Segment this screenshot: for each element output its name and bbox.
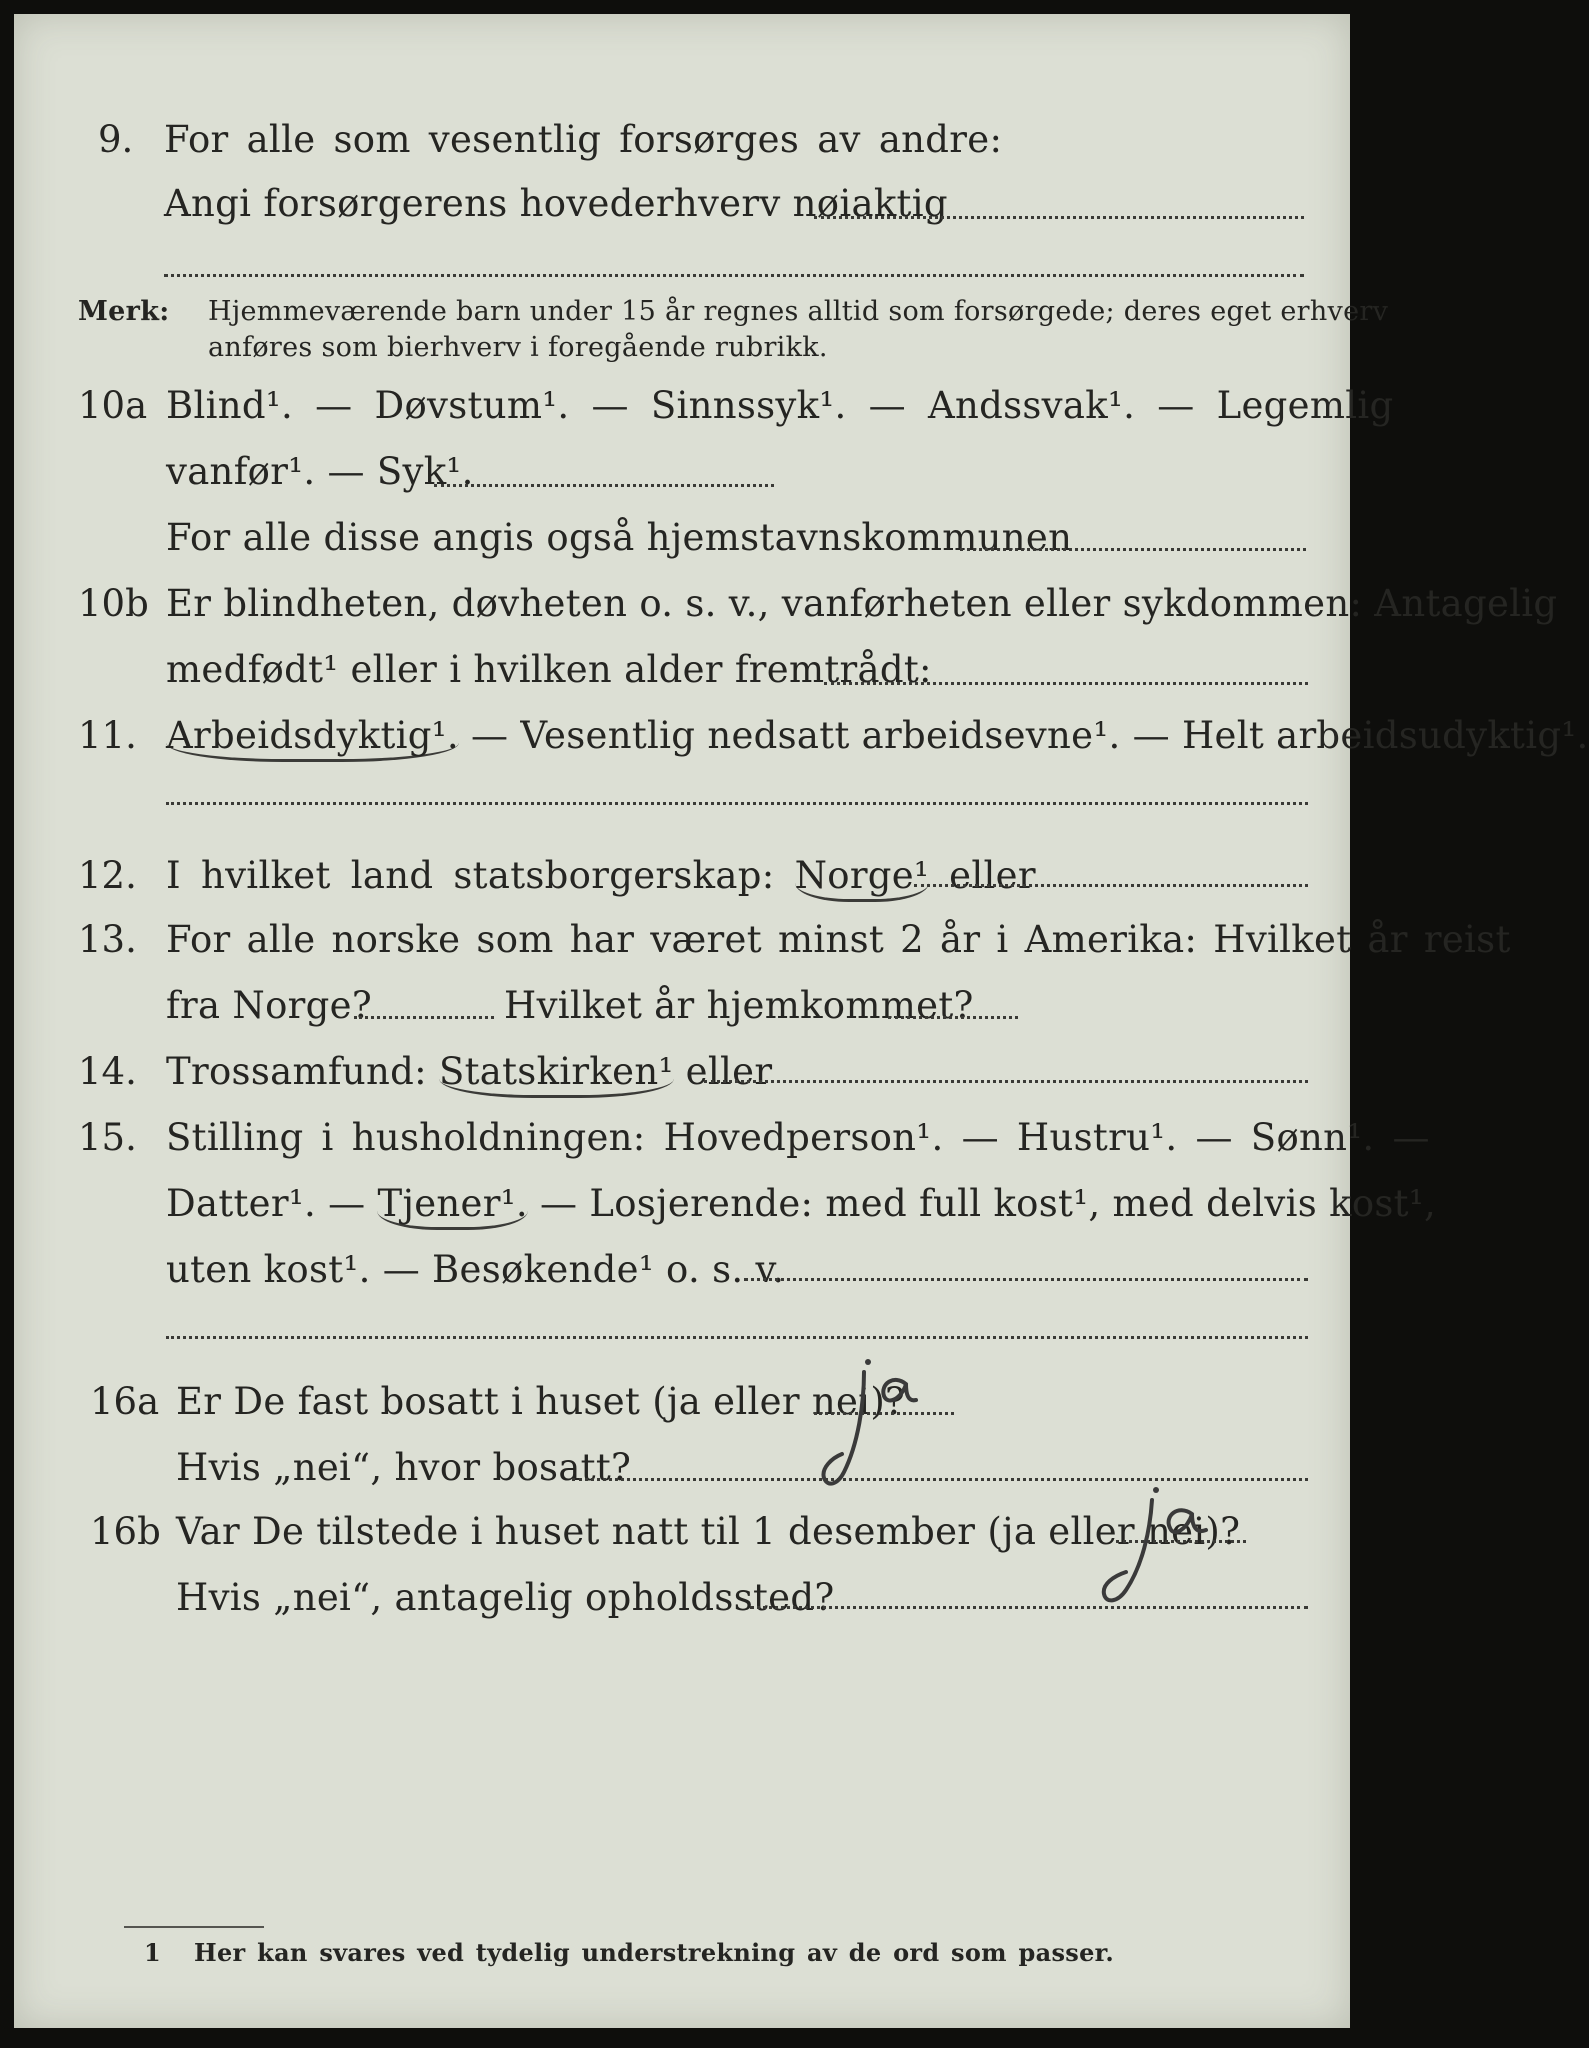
q15-answer-line: [744, 1278, 1308, 1281]
q14-text: [166, 1050, 772, 1093]
q15-selected-tjener: Tjener¹.: [377, 1182, 527, 1230]
q16b-line1: Var De tilstede i huset natt til 1 desember (ja eller nei)?: [176, 1510, 1241, 1553]
merk-line2: anføres som bierhverv i foregående rubrikk.: [208, 332, 828, 363]
footnote-text: Her kan svares ved tydelig understrekning av de ord som passer.: [194, 1938, 1115, 1967]
q14-question: Trossamfund:: [166, 1050, 439, 1093]
q13-number: 13.: [78, 918, 137, 961]
q16a-bosatt-line: [572, 1478, 1308, 1481]
q11-selected-arbeidsdyktig: Arbeidsdyktig¹.: [166, 714, 459, 762]
q15-losjerende: — Losjerende: med full kost¹, med delvis kost¹,: [527, 1182, 1437, 1225]
q16a-handwritten-answer: [794, 1339, 944, 1494]
merk-line1: Hjemmeværende barn under 15 år regnes alltid som forsørgede; deres eget erhverv: [208, 296, 1389, 327]
q16b-answer-text: ja: [1074, 1469, 1089, 1488]
q10b-number: 10b: [78, 582, 149, 625]
q15-line1: Stilling i husholdningen: Hovedperson¹. — Hustru¹. — Sønn¹. —: [166, 1116, 1430, 1159]
q13-reist-label: fra Norge?: [166, 984, 372, 1027]
q13-hjemkommet-label: Hvilket år hjemkommet?: [504, 984, 974, 1027]
q12-selected-norge: Norge¹: [795, 854, 930, 902]
q15-line3: uten kost¹. — Besøkende¹ o. s. v.: [166, 1248, 785, 1291]
q10a-line2: vanfør¹. — Syk¹.: [166, 450, 474, 493]
q10a-line3: For alle disse angis også hjemstavnskommunen: [166, 516, 1073, 559]
q13-reist-line: [354, 1016, 494, 1019]
footnote-rule: [124, 1926, 264, 1928]
q10a-number: 10a: [78, 384, 148, 427]
q14-selected-statskirken: Statskirken¹: [439, 1050, 674, 1098]
q15-answer-line-2: [166, 1336, 1308, 1339]
q16b-line2: Hvis „nei“, antagelig opholdssted?: [176, 1576, 835, 1619]
q15-number: 15.: [78, 1116, 137, 1159]
q15-datter: Datter¹. —: [166, 1182, 378, 1225]
q11-rest: — Vesentlig nedsatt arbeidsevne¹. — Helt arbeidsudyktig¹.: [458, 714, 1589, 757]
q16b-number: 16b: [90, 1510, 161, 1553]
q12-number: 12.: [78, 854, 137, 897]
q11-text: [166, 714, 1589, 757]
q10a-syk-line: [434, 484, 774, 487]
q16a-answer-text: ja: [794, 1339, 809, 1358]
q10a-kommune-line: [960, 548, 1306, 551]
q12-question: I hvilket land statsborgerskap:: [166, 854, 795, 897]
q11-answer-line: [166, 802, 1308, 805]
q11-number: 11.: [78, 714, 137, 757]
q13-hjemkommet-line: [888, 1016, 1018, 1019]
census-form-page: [14, 14, 1589, 2028]
merk-label: Merk:: [78, 296, 170, 327]
q10b-line2: medfødt¹ eller i hvilken alder fremtrådt:: [166, 648, 932, 691]
q10b-line1: Er blindheten, døvheten o. s. v., vanførheten eller sykdommen: Antagelig: [166, 582, 1558, 625]
q14-answer-line: [704, 1080, 1308, 1083]
q9-line2: Angi forsørgerens hovederhverv nøiaktig: [164, 182, 948, 225]
q14-number: 14.: [78, 1050, 137, 1093]
q16a-line1: Er De fast bosatt i huset (ja eller nei)?: [176, 1380, 906, 1423]
q16b-handwritten-answer: [1074, 1469, 1244, 1614]
q10b-answer-line: [824, 682, 1308, 685]
q9-number: 9.: [98, 118, 134, 161]
q9-line1: For alle som vesentlig forsørges av andre:: [164, 118, 1003, 161]
q10a-line1: Blind¹. — Døvstum¹. — Sinnssyk¹. — Andssvak¹. — Legemlig: [166, 384, 1394, 427]
q12-answer-line: [914, 884, 1308, 887]
q15-line2: [166, 1182, 1436, 1225]
q16a-number: 16a: [90, 1380, 160, 1423]
q12-eller: eller: [929, 854, 1036, 897]
q16a-line2: Hvis „nei“, hvor bosatt?: [176, 1446, 632, 1489]
q16b-opholdssted-line: [750, 1606, 1308, 1609]
q9-answer-line-2: [164, 274, 1304, 277]
q13-line1: For alle norske som har været minst 2 år i Amerika: Hvilket år reist: [166, 918, 1511, 961]
q9-answer-line: [814, 216, 1304, 219]
q12-text: [166, 854, 1036, 897]
q14-eller: eller: [673, 1050, 773, 1093]
footnote-mark: 1: [144, 1938, 161, 1967]
